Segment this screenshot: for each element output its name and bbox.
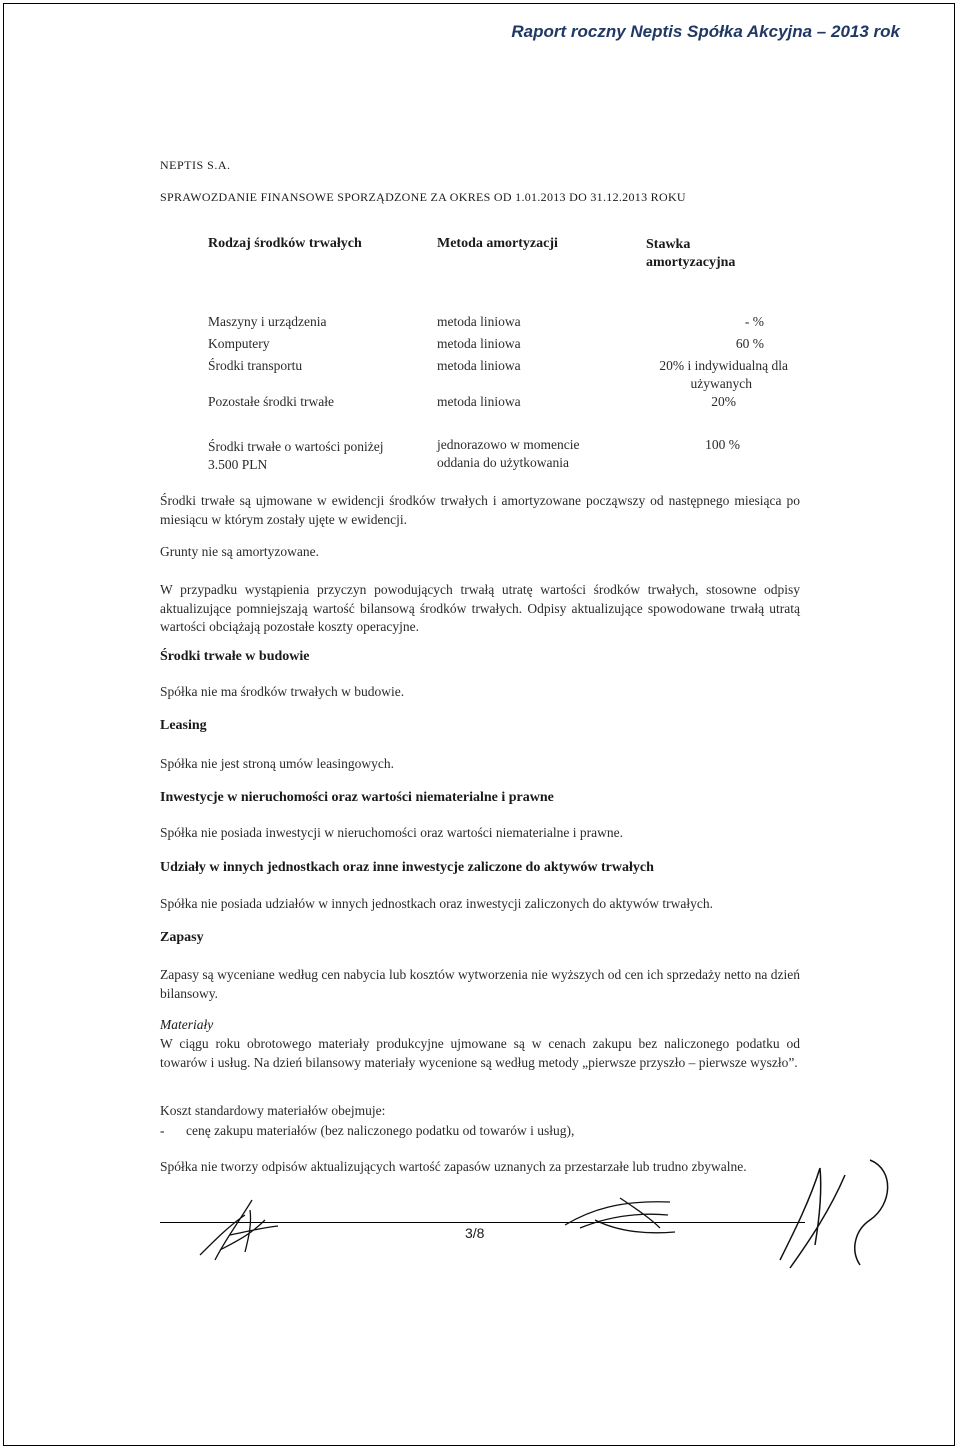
row-method-cont: oddania do użytkowania — [437, 455, 569, 470]
paragraph: Spółka nie posiada udziałów w innych jednostkach oraz inwestycji zaliczonych do aktywów trwałych. — [160, 896, 713, 911]
statement-subtitle: SPRAWOZDANIE FINANSOWE SPORZĄDZONE ZA OKRES OD 1.01.2013 DO 31.12.2013 ROKU — [160, 190, 686, 204]
paragraph: W ciągu roku obrotowego materiały produkcyjne ujmowane są w cenach zakupu bez naliczonego podatku od towarów i usług. Na dzień bilansowy materiały wycenione są według metody „pierwsze przyszło – pierwsze wyszło”. — [160, 1036, 800, 1070]
row-type: Środki trwałe o wartości poniżej — [208, 439, 384, 454]
header-rate-line1: Stawka — [646, 237, 691, 252]
section-heading: Środki trwałe w budowie — [160, 649, 310, 664]
paragraph: Zapasy są wyceniane według cen nabycia lub kosztów wytworzenia nie wyższych od cen ich sprzedaży netto na dzień bilansowy. — [160, 967, 800, 1001]
row-type-cont: 3.500 PLN — [208, 457, 268, 472]
report-title: Raport roczny Neptis Spółka Akcyjna – 2013 rok — [511, 22, 900, 41]
header-rate-line2: amortyzacyjna — [646, 255, 736, 270]
row-type: Komputery — [208, 336, 270, 351]
page-number: 3/8 — [465, 1225, 485, 1241]
section-heading: Leasing — [160, 718, 207, 733]
header-method: Metoda amortyzacji — [437, 236, 558, 251]
row-rate: 20% i indywidualną dla — [659, 358, 788, 373]
subsection-heading: Materiały — [160, 1017, 214, 1032]
company-name: NEPTIS S.A. — [160, 158, 231, 172]
signature-middle — [560, 1190, 680, 1240]
row-type: Maszyny i urządzenia — [208, 314, 327, 329]
header-asset-type: Rodzaj środków trwałych — [208, 236, 362, 251]
paragraph: Spółka nie posiada inwestycji w nieruchomości oraz wartości niematerialne i prawne. — [160, 825, 623, 840]
section-heading: Zapasy — [160, 930, 204, 945]
row-rate: 100 % — [705, 437, 740, 452]
row-type: Pozostałe środki trwałe — [208, 394, 334, 409]
bullet-item: cenę zakupu materiałów (bez naliczonego podatku od towarów i usług), — [186, 1123, 575, 1138]
bullet-marker: - — [160, 1123, 165, 1138]
row-method: metoda liniowa — [437, 394, 521, 409]
paragraph: W przypadku wystąpienia przyczyn powodujących trwałą utratę wartości środków trwałych, stosowne odpisy aktualizujące pomniejszają wartość bilansową środków trwałych. Odpisy aktualizujące spowodowane trwałą utratą wartości obciążają pozostałe koszty operacyjne. — [160, 582, 800, 634]
row-rate: - % — [744, 314, 764, 329]
paragraph: Spółka nie tworzy odpisów aktualizujących wartość zapasów uznanych za przestarzałe lub trudno zbywalne. — [160, 1159, 747, 1174]
paragraph: Grunty nie są amortyzowane. — [160, 544, 319, 559]
paragraph: Spółka nie ma środków trwałych w budowie. — [160, 684, 405, 699]
signature-left — [190, 1180, 290, 1270]
row-type: Środki transportu — [208, 358, 303, 373]
row-method: jednorazowo w momencie — [437, 437, 580, 452]
row-rate: 20% — [711, 394, 736, 409]
row-rate: 60 % — [735, 336, 764, 351]
row-method: metoda liniowa — [437, 358, 521, 373]
paragraph: Spółka nie jest stroną umów leasingowych. — [160, 756, 394, 771]
section-heading: Inwestycje w nieruchomości oraz wartości niematerialne i prawne — [160, 790, 554, 805]
signature-right — [760, 1150, 900, 1280]
row-rate-cont: używanych — [690, 376, 752, 391]
section-heading: Udziały w innych jednostkach oraz inne inwestycje zaliczone do aktywów trwałych — [160, 860, 654, 875]
paragraph: Środki trwałe są ujmowane w ewidencji środków trwałych i amortyzowane począwszy od następnego miesiąca po miesiącu w którym zostały ujęte w ewidencji. — [160, 493, 800, 527]
row-method: metoda liniowa — [437, 336, 521, 351]
row-method: metoda liniowa — [437, 314, 521, 329]
paragraph: Koszt standardowy materiałów obejmuje: — [160, 1103, 386, 1118]
